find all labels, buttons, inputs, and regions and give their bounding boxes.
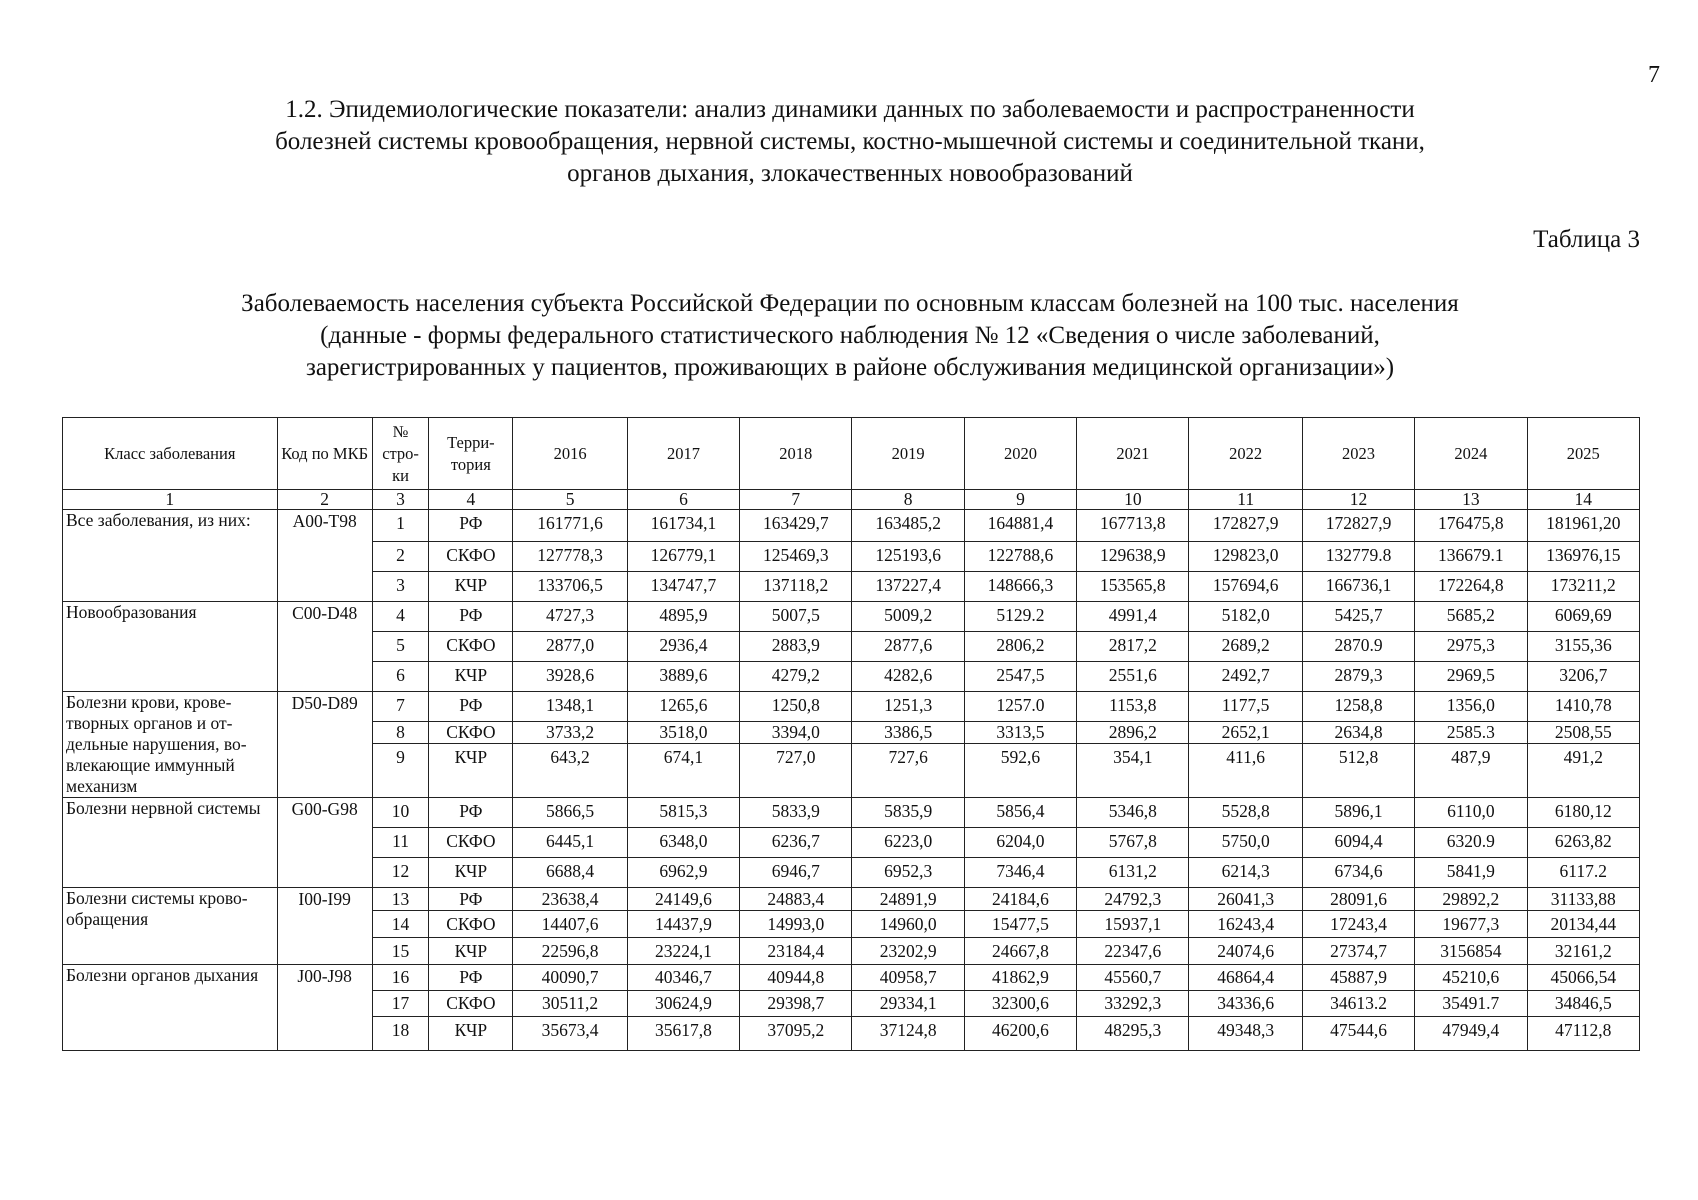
value-cell: 1251,3 (852, 692, 964, 722)
value-cell: 125193,6 (852, 542, 964, 572)
column-number: 7 (740, 490, 852, 510)
row-number-cell: 7 (372, 692, 429, 722)
row-number-cell: 15 (372, 938, 429, 965)
disease-class-line: дельные нарушения, во- (66, 734, 247, 754)
header-year: 2024 (1415, 418, 1527, 490)
disease-class-line: обращения (66, 909, 149, 929)
icd-code-cell: D50-D89 (277, 692, 372, 798)
column-number: 1 (63, 490, 278, 510)
value-cell: 3386,5 (852, 722, 964, 744)
value-cell: 24184,6 (964, 888, 1076, 911)
disease-class-label: Болезни органов дыхания (66, 965, 259, 985)
territory-cell: СКФО (429, 722, 513, 744)
value-cell: 1258,8 (1302, 692, 1414, 722)
column-number: 2 (277, 490, 372, 510)
row-number-cell: 3 (372, 572, 429, 602)
value-cell: 2634,8 (1302, 722, 1414, 744)
value-cell: 5833,9 (740, 798, 852, 828)
value-cell: 40346,7 (627, 965, 739, 991)
value-cell: 6117.2 (1527, 858, 1639, 888)
icd-code-cell: С00-D48 (277, 602, 372, 692)
value-cell: 5866,5 (513, 798, 627, 828)
value-cell: 22596,8 (513, 938, 627, 965)
value-cell: 30511,2 (513, 991, 627, 1017)
value-cell: 5425,7 (1302, 602, 1414, 632)
value-cell: 167713,8 (1077, 510, 1189, 542)
value-cell: 14437,9 (627, 911, 739, 938)
value-cell: 23202,9 (852, 938, 964, 965)
value-cell: 46864,4 (1189, 965, 1302, 991)
value-cell: 2806,2 (964, 632, 1076, 662)
value-cell: 163429,7 (740, 510, 852, 542)
value-cell: 45210,6 (1415, 965, 1527, 991)
value-cell: 29334,1 (852, 991, 964, 1017)
value-cell: 1348,1 (513, 692, 627, 722)
value-cell: 163485,2 (852, 510, 964, 542)
page-number: 7 (1648, 62, 1660, 88)
value-cell: 2969,5 (1415, 662, 1527, 692)
value-cell: 35491.7 (1415, 991, 1527, 1017)
column-number: 3 (372, 490, 429, 510)
value-cell: 129638,9 (1077, 542, 1189, 572)
value-cell: 24149,6 (627, 888, 739, 911)
disease-class-label: Все заболевания, из них: (66, 510, 251, 530)
caption-line: (данные - формы федерального статистического наблюдения № 12 «Сведения о числе заболеваний, (320, 322, 1380, 349)
value-cell: 28091,6 (1302, 888, 1414, 911)
value-cell: 5856,4 (964, 798, 1076, 828)
value-cell: 6946,7 (740, 858, 852, 888)
territory-cell: СКФО (429, 911, 513, 938)
territory-cell: СКФО (429, 828, 513, 858)
value-cell: 6214,3 (1189, 858, 1302, 888)
value-cell: 5182,0 (1189, 602, 1302, 632)
value-cell: 4895,9 (627, 602, 739, 632)
disease-class-cell (63, 888, 278, 965)
value-cell: 133706,5 (513, 572, 627, 602)
value-cell: 24667,8 (964, 938, 1076, 965)
value-cell: 22347,6 (1077, 938, 1189, 965)
value-cell: 34846,5 (1527, 991, 1639, 1017)
value-cell: 2936,4 (627, 632, 739, 662)
table-row (63, 692, 1640, 722)
row-number-cell: 18 (372, 1017, 429, 1051)
disease-class-cell (63, 602, 278, 692)
value-cell: 5835,9 (852, 798, 964, 828)
value-cell: 5767,8 (1077, 828, 1189, 858)
value-cell: 3518,0 (627, 722, 739, 744)
value-cell: 161771,6 (513, 510, 627, 542)
value-cell: 137118,2 (740, 572, 852, 602)
value-cell: 23184,4 (740, 938, 852, 965)
column-number: 8 (852, 490, 964, 510)
value-cell: 6952,3 (852, 858, 964, 888)
table-row (63, 798, 1640, 828)
column-number: 11 (1189, 490, 1302, 510)
row-number-cell: 5 (372, 632, 429, 662)
value-cell: 411,6 (1189, 744, 1302, 798)
disease-class-line: влекающие иммунный (66, 755, 235, 775)
row-number-cell: 10 (372, 798, 429, 828)
value-cell: 7346,4 (964, 858, 1076, 888)
value-cell: 6110,0 (1415, 798, 1527, 828)
value-cell: 172264,8 (1415, 572, 1527, 602)
row-number-cell: 2 (372, 542, 429, 572)
row-number-cell: 8 (372, 722, 429, 744)
row-number-cell: 11 (372, 828, 429, 858)
value-cell: 674,1 (627, 744, 739, 798)
value-cell: 153565,8 (1077, 572, 1189, 602)
territory-cell: РФ (429, 510, 513, 542)
value-cell: 41862,9 (964, 965, 1076, 991)
value-cell: 20134,44 (1527, 911, 1639, 938)
column-number: 4 (429, 490, 513, 510)
value-cell: 6180,12 (1527, 798, 1639, 828)
value-cell: 23224,1 (627, 938, 739, 965)
value-cell: 2883,9 (740, 632, 852, 662)
value-cell: 5685,2 (1415, 602, 1527, 632)
value-cell: 3733,2 (513, 722, 627, 744)
header-row-number: № стро-ки (372, 418, 429, 490)
table-label: Таблица 3 (1533, 226, 1640, 253)
header-year: 2019 (852, 418, 964, 490)
disease-class-line: Болезни крови, крове- (66, 692, 232, 712)
value-cell: 5009,2 (852, 602, 964, 632)
value-cell: 5129.2 (964, 602, 1076, 632)
territory-cell: РФ (429, 692, 513, 722)
territory-cell: РФ (429, 965, 513, 991)
header-year: 2022 (1189, 418, 1302, 490)
value-cell: 1265,6 (627, 692, 739, 722)
section-heading (100, 94, 1600, 190)
value-cell: 40958,7 (852, 965, 964, 991)
value-cell: 26041,3 (1189, 888, 1302, 911)
territory-cell: СКФО (429, 991, 513, 1017)
header-year: 2016 (513, 418, 627, 490)
territory-cell: КЧР (429, 572, 513, 602)
value-cell: 37095,2 (740, 1017, 852, 1051)
value-cell: 5815,3 (627, 798, 739, 828)
value-cell: 6094,4 (1302, 828, 1414, 858)
value-cell: 2817,2 (1077, 632, 1189, 662)
value-cell: 2896,2 (1077, 722, 1189, 744)
disease-class-line: творных органов и от- (66, 713, 233, 733)
table-row (63, 510, 1640, 542)
value-cell: 29892,2 (1415, 888, 1527, 911)
value-cell: 24883,4 (740, 888, 852, 911)
column-number: 6 (627, 490, 739, 510)
value-cell: 6263,82 (1527, 828, 1639, 858)
value-cell: 127778,3 (513, 542, 627, 572)
header-year: 2023 (1302, 418, 1414, 490)
value-cell: 3394,0 (740, 722, 852, 744)
row-number-cell: 9 (372, 744, 429, 798)
territory-cell: СКФО (429, 632, 513, 662)
disease-class-label: Новообразования (66, 602, 197, 622)
value-cell: 14407,6 (513, 911, 627, 938)
value-cell: 4282,6 (852, 662, 964, 692)
value-cell: 6445,1 (513, 828, 627, 858)
value-cell: 148666,3 (964, 572, 1076, 602)
disease-class-cell (63, 798, 278, 888)
header-year: 2018 (740, 418, 852, 490)
territory-cell: РФ (429, 888, 513, 911)
heading-line: 1.2. Эпидемиологические показатели: анализ динамики данных по заболеваемости и распространенности (285, 96, 1415, 123)
value-cell: 45560,7 (1077, 965, 1189, 991)
value-cell: 126779,1 (627, 542, 739, 572)
value-cell: 2551,6 (1077, 662, 1189, 692)
disease-class-cell (63, 692, 278, 798)
value-cell: 181961,20 (1527, 510, 1639, 542)
header-class: Класс заболевания (63, 418, 278, 490)
value-cell: 5528,8 (1189, 798, 1302, 828)
value-cell: 6962,9 (627, 858, 739, 888)
value-cell: 24074,6 (1189, 938, 1302, 965)
value-cell: 2870.9 (1302, 632, 1414, 662)
disease-class-line: механизм (66, 776, 138, 796)
value-cell: 4727,3 (513, 602, 627, 632)
value-cell: 15937,1 (1077, 911, 1189, 938)
value-cell: 5007,5 (740, 602, 852, 632)
value-cell: 33292,3 (1077, 991, 1189, 1017)
disease-class-cell (63, 510, 278, 602)
value-cell: 19677,3 (1415, 911, 1527, 938)
value-cell: 122788,6 (964, 542, 1076, 572)
value-cell: 3155,36 (1527, 632, 1639, 662)
caption-line: Заболеваемость населения субъекта Российской Федерации по основным классам болезней на 100 тыс. населения (241, 290, 1459, 317)
value-cell: 643,2 (513, 744, 627, 798)
value-cell: 45066,54 (1527, 965, 1639, 991)
value-cell: 1177,5 (1189, 692, 1302, 722)
value-cell: 173211,2 (1527, 572, 1639, 602)
value-cell: 592,6 (964, 744, 1076, 798)
value-cell: 3206,7 (1527, 662, 1639, 692)
value-cell: 136679.1 (1415, 542, 1527, 572)
value-cell: 29398,7 (740, 991, 852, 1017)
territory-cell: СКФО (429, 542, 513, 572)
column-number: 5 (513, 490, 627, 510)
value-cell: 5896,1 (1302, 798, 1414, 828)
table-caption (60, 288, 1640, 384)
value-cell: 137227,4 (852, 572, 964, 602)
value-cell: 2879,3 (1302, 662, 1414, 692)
value-cell: 34336,6 (1189, 991, 1302, 1017)
value-cell: 3313,5 (964, 722, 1076, 744)
value-cell: 37124,8 (852, 1017, 964, 1051)
value-cell: 132779.8 (1302, 542, 1414, 572)
value-cell: 14993,0 (740, 911, 852, 938)
header-territory: Терри-тория (429, 418, 513, 490)
value-cell: 4991,4 (1077, 602, 1189, 632)
column-number: 14 (1527, 490, 1639, 510)
territory-cell: КЧР (429, 938, 513, 965)
value-cell: 6320.9 (1415, 828, 1527, 858)
value-cell: 47112,8 (1527, 1017, 1639, 1051)
value-cell: 35673,4 (513, 1017, 627, 1051)
header-year: 2025 (1527, 418, 1639, 490)
territory-cell: КЧР (429, 1017, 513, 1051)
row-number-cell: 13 (372, 888, 429, 911)
value-cell: 136976,15 (1527, 542, 1639, 572)
value-cell: 34613.2 (1302, 991, 1414, 1017)
value-cell: 1356,0 (1415, 692, 1527, 722)
value-cell: 6069,69 (1527, 602, 1639, 632)
value-cell: 125469,3 (740, 542, 852, 572)
value-cell: 32300,6 (964, 991, 1076, 1017)
icd-code-cell: I00-I99 (277, 888, 372, 965)
value-cell: 6131,2 (1077, 858, 1189, 888)
value-cell: 15477,5 (964, 911, 1076, 938)
icd-code-cell: J00-J98 (277, 965, 372, 1051)
header-code: Код по МКБ (277, 418, 372, 490)
value-cell: 3889,6 (627, 662, 739, 692)
value-cell: 45887,9 (1302, 965, 1414, 991)
value-cell: 2547,5 (964, 662, 1076, 692)
caption-line: зарегистрированных у пациентов, проживающих в районе обслуживания медицинской организации») (305, 354, 1395, 381)
value-cell: 1410,78 (1527, 692, 1639, 722)
column-number-row (63, 490, 1640, 510)
row-number-cell: 17 (372, 991, 429, 1017)
territory-cell: РФ (429, 602, 513, 632)
value-cell: 6688,4 (513, 858, 627, 888)
row-number-cell: 6 (372, 662, 429, 692)
value-cell: 176475,8 (1415, 510, 1527, 542)
icd-code-cell: А00-Т98 (277, 510, 372, 602)
value-cell: 30624,9 (627, 991, 739, 1017)
value-cell: 1250,8 (740, 692, 852, 722)
value-cell: 2585.3 (1415, 722, 1527, 744)
value-cell: 23638,4 (513, 888, 627, 911)
value-cell: 27374,7 (1302, 938, 1414, 965)
value-cell: 14960,0 (852, 911, 964, 938)
value-cell: 727,0 (740, 744, 852, 798)
value-cell: 49348,3 (1189, 1017, 1302, 1051)
value-cell: 2508,55 (1527, 722, 1639, 744)
heading-line: болезней системы кровообращения, нервной системы, костно-мышечной системы и соединительной ткани, (275, 128, 1425, 155)
row-number-cell: 1 (372, 510, 429, 542)
value-cell: 5841,9 (1415, 858, 1527, 888)
value-cell: 134747,7 (627, 572, 739, 602)
column-number: 12 (1302, 490, 1414, 510)
value-cell: 1257.0 (964, 692, 1076, 722)
value-cell: 2689,2 (1189, 632, 1302, 662)
value-cell: 161734,1 (627, 510, 739, 542)
value-cell: 166736,1 (1302, 572, 1414, 602)
value-cell: 172827,9 (1189, 510, 1302, 542)
territory-cell: КЧР (429, 662, 513, 692)
value-cell: 5750,0 (1189, 828, 1302, 858)
column-number: 9 (964, 490, 1076, 510)
value-cell: 48295,3 (1077, 1017, 1189, 1051)
value-cell: 487,9 (1415, 744, 1527, 798)
header-row (63, 418, 1640, 490)
row-number-cell: 12 (372, 858, 429, 888)
value-cell: 727,6 (852, 744, 964, 798)
value-cell: 40944,8 (740, 965, 852, 991)
value-cell: 47949,4 (1415, 1017, 1527, 1051)
value-cell: 354,1 (1077, 744, 1189, 798)
value-cell: 35617,8 (627, 1017, 739, 1051)
value-cell: 512,8 (1302, 744, 1414, 798)
row-number-cell: 16 (372, 965, 429, 991)
disease-class-line: Болезни системы крово- (66, 888, 248, 908)
value-cell: 2652,1 (1189, 722, 1302, 744)
value-cell: 24891,9 (852, 888, 964, 911)
value-cell: 16243,4 (1189, 911, 1302, 938)
value-cell: 5346,8 (1077, 798, 1189, 828)
table-row (63, 888, 1640, 911)
value-cell: 6348,0 (627, 828, 739, 858)
header-year: 2020 (964, 418, 1076, 490)
value-cell: 6734,6 (1302, 858, 1414, 888)
value-cell: 32161,2 (1527, 938, 1639, 965)
header-year: 2021 (1077, 418, 1189, 490)
value-cell: 24792,3 (1077, 888, 1189, 911)
value-cell: 2975,3 (1415, 632, 1527, 662)
value-cell: 2877,6 (852, 632, 964, 662)
value-cell: 2877,0 (513, 632, 627, 662)
value-cell: 491,2 (1527, 744, 1639, 798)
value-cell: 157694,6 (1189, 572, 1302, 602)
heading-line: органов дыхания, злокачественных новообразований (567, 160, 1133, 187)
value-cell: 46200,6 (964, 1017, 1076, 1051)
value-cell: 6236,7 (740, 828, 852, 858)
column-number: 10 (1077, 490, 1189, 510)
territory-cell: КЧР (429, 858, 513, 888)
value-cell: 17243,4 (1302, 911, 1414, 938)
value-cell: 164881,4 (964, 510, 1076, 542)
territory-cell: РФ (429, 798, 513, 828)
value-cell: 3156854 (1415, 938, 1527, 965)
value-cell: 172827,9 (1302, 510, 1414, 542)
value-cell: 4279,2 (740, 662, 852, 692)
value-cell: 3928,6 (513, 662, 627, 692)
value-cell: 40090,7 (513, 965, 627, 991)
value-cell: 1153,8 (1077, 692, 1189, 722)
value-cell: 6223,0 (852, 828, 964, 858)
territory-cell: КЧР (429, 744, 513, 798)
morbidity-table (62, 417, 1640, 1051)
value-cell: 31133,88 (1527, 888, 1639, 911)
value-cell: 6204,0 (964, 828, 1076, 858)
header-year: 2017 (627, 418, 739, 490)
icd-code-cell: G00-G98 (277, 798, 372, 888)
column-number: 13 (1415, 490, 1527, 510)
row-number-cell: 4 (372, 602, 429, 632)
table-row (63, 965, 1640, 991)
disease-class-label: Болезни нервной системы (66, 798, 261, 818)
value-cell: 47544,6 (1302, 1017, 1414, 1051)
disease-class-cell (63, 965, 278, 1051)
value-cell: 129823,0 (1189, 542, 1302, 572)
value-cell: 2492,7 (1189, 662, 1302, 692)
row-number-cell: 14 (372, 911, 429, 938)
table-row (63, 602, 1640, 632)
